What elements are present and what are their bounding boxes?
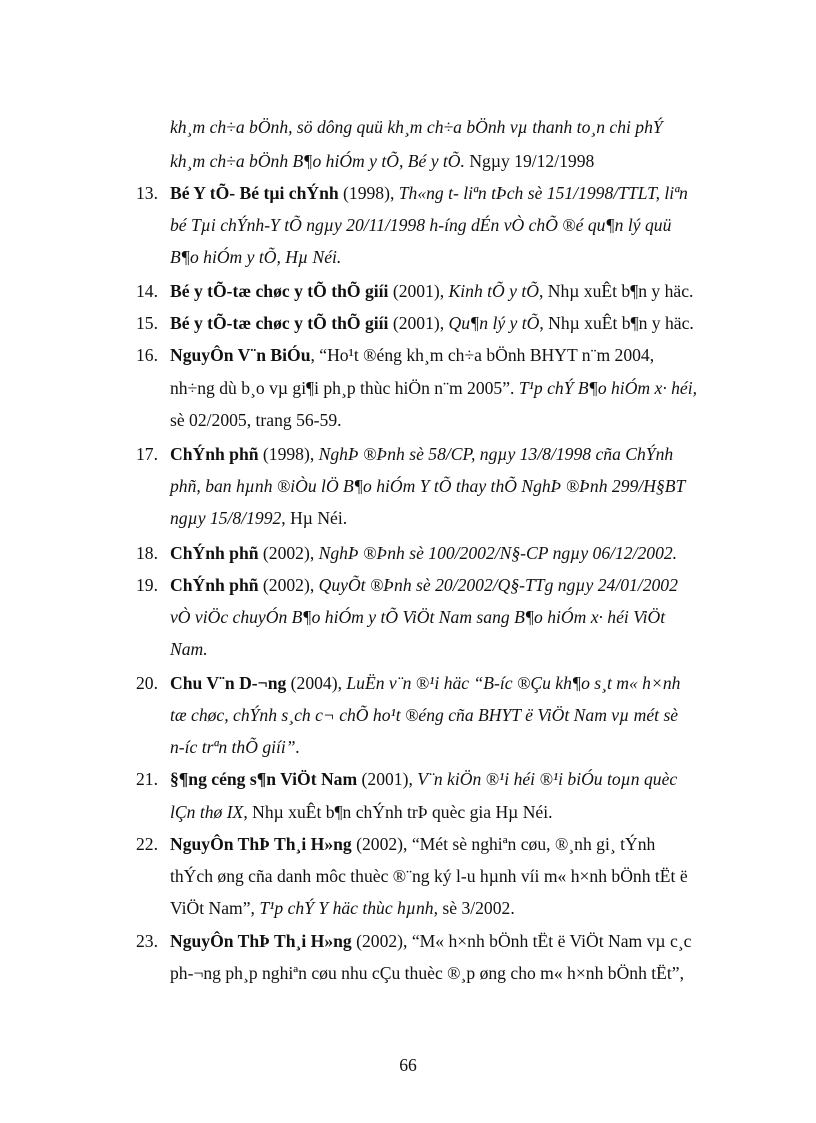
reference-text: , Hµ Néi. xyxy=(281,508,348,528)
reference-text: ViÖt Nam”, xyxy=(170,898,260,918)
reference-title: ngµy 15/8/1992 xyxy=(170,508,282,528)
reference-number: 18. xyxy=(136,543,158,563)
reference-number: 21. xyxy=(136,769,158,789)
reference-title: NghÞ ®Þnh sè 58/CP, ngµy 13/8/1998 cña ChÝnh xyxy=(318,444,674,464)
reference-text: (1998), xyxy=(338,183,399,203)
reference-text: ph-¬ng ph¸p nghiªn cøu nhu cÇu thuèc ®¸p øng cho m« h×nh bÖnh tËt”, xyxy=(170,963,684,983)
reference-number: 17. xyxy=(136,444,158,464)
reference-text: thÝch øng cña danh môc thuèc ®¨ng ký l-u hµnh víi m« h×nh bÖnh tËt ë xyxy=(170,866,688,886)
reference-number: 13. xyxy=(136,183,158,203)
reference-text: , Nhµ xuÊt b¶n chÝnh trÞ quèc gia Hµ Néi. xyxy=(243,802,553,822)
reference-author: NguyÔn ThÞ Th¸i H»ng xyxy=(170,834,352,854)
reference-line xyxy=(170,119,663,137)
reference-text: Ngµy 19/12/1998 xyxy=(464,151,595,171)
reference-title: n-íc trªn thÕ giíi”. xyxy=(170,737,300,757)
reference-author: NguyÔn ThÞ Th¸i H»ng xyxy=(170,931,352,951)
reference-author: NguyÔn V¨n BiÓu xyxy=(170,345,311,365)
reference-line xyxy=(170,965,684,983)
reference-author: ChÝnh phñ xyxy=(170,444,259,464)
reference-author: ChÝnh phñ xyxy=(170,543,259,563)
reference-title: V¨n kiÖn ®¹i héi ®¹i biÓu toµn quèc xyxy=(417,769,678,789)
reference-text: (2002), xyxy=(258,543,319,563)
reference-author: Chu V¨n D-¬ng xyxy=(170,673,287,693)
reference-number: 22. xyxy=(136,834,158,854)
reference-title: LuËn v¨n ®¹i häc “B-íc ®Çu kh¶o s¸t m« h×nh xyxy=(346,673,681,693)
reference-line xyxy=(170,771,677,789)
reference-author: Bé y tÕ-tæ chøc y tÕ thÕ giíi xyxy=(170,313,389,333)
reference-number: 16. xyxy=(136,345,158,365)
reference-line xyxy=(170,478,685,496)
reference-title: Qu¶n lý y tÕ xyxy=(448,313,540,333)
reference-title: tæ chøc, chÝnh s¸ch c¬ chÕ ho¹t ®éng cña BHYT ë ViÖt Nam vµ mét sè xyxy=(170,705,679,725)
reference-author: ChÝnh phñ xyxy=(170,575,259,595)
reference-text: , Nhµ xuÊt b¶n y häc. xyxy=(539,313,694,333)
reference-line xyxy=(170,739,300,757)
reference-number: 14. xyxy=(136,281,158,301)
reference-line xyxy=(170,446,673,464)
reference-number: 20. xyxy=(136,673,158,693)
reference-line xyxy=(170,347,654,365)
reference-title: Th«ng t- liªn tÞch sè 151/1998/TTLT, liªn xyxy=(398,183,688,203)
reference-title: Nam. xyxy=(170,639,208,659)
reference-text: (2002), “Mét sè nghiªn cøu, ®¸nh gi¸ tÝnh xyxy=(351,834,656,854)
reference-title: vÒ viÖc chuyÓn B¶o hiÓm y tÕ ViÖt Nam sang B¶o hiÓm x· héi ViÖt xyxy=(170,607,666,627)
reference-title: Kinh tÕ y tÕ xyxy=(448,281,539,301)
reference-line xyxy=(170,510,347,528)
reference-line xyxy=(170,804,553,822)
reference-line xyxy=(170,412,342,430)
reference-line xyxy=(170,315,694,333)
reference-line xyxy=(170,609,665,627)
reference-line xyxy=(170,868,688,886)
reference-line xyxy=(170,707,678,725)
reference-text: sè 02/2005, trang 56-59. xyxy=(170,410,342,430)
reference-text: (2001), xyxy=(388,281,449,301)
reference-line xyxy=(170,249,341,267)
reference-text: , “Ho¹t ®éng kh¸m ch÷a bÖnh BHYT n¨m 2004, xyxy=(310,345,655,365)
reference-number: 19. xyxy=(136,575,158,595)
reference-line xyxy=(170,933,691,951)
reference-text: (2004), xyxy=(286,673,347,693)
reference-text: (1998), xyxy=(258,444,319,464)
reference-text: nh÷ng dù b¸o vµ gi¶i ph¸p thùc hiÖn n¨m 2005”. xyxy=(170,378,519,398)
reference-title: T¹p chÝ Y häc thùc hµnh, xyxy=(259,898,438,918)
reference-text: sè 3/2002. xyxy=(438,898,515,918)
reference-title: B¶o hiÓm y tÕ, Hµ Néi. xyxy=(170,247,342,267)
reference-title: phñ, ban hµnh ®iÒu lÖ B¶o hiÓm Y tÕ thay thÕ NghÞ ®Þnh 299/H§BT xyxy=(170,476,686,496)
reference-text: , Nhµ xuÊt b¶n y häc. xyxy=(538,281,694,301)
reference-line xyxy=(170,545,677,563)
reference-line xyxy=(170,217,671,235)
reference-line xyxy=(170,283,693,301)
reference-text: (2002), “M« h×nh bÖnh tËt ë ViÖt Nam vµ c¸c xyxy=(351,931,692,951)
reference-title: kh¸m ch÷a bÖnh, sö dông quü kh¸m ch÷a bÖnh vµ thanh to¸n chi phÝ xyxy=(170,117,663,137)
reference-line xyxy=(170,900,515,918)
reference-author: Bé Y tÕ- Bé tµi chÝnh xyxy=(170,183,339,203)
reference-number: 15. xyxy=(136,313,158,333)
reference-title: kh¸m ch÷a bÖnh B¶o hiÓm y tÕ, Bé y tÕ. xyxy=(170,151,465,171)
reference-title: bé Tµi chÝnh-Y tÕ ngµy 20/11/1998 h-íng dÉn vÒ chÕ ®é qu¶n lý quü xyxy=(170,215,672,235)
page-number: 66 xyxy=(399,1055,417,1075)
reference-author: §¶ng céng s¶n ViÖt Nam xyxy=(170,769,358,789)
reference-title: lÇn thø IX xyxy=(170,802,244,822)
reference-line xyxy=(170,836,655,854)
reference-number: 23. xyxy=(136,931,158,951)
reference-title: QuyÕt ®Þnh sè 20/2002/Q§-TTg ngµy 24/01/2002 xyxy=(318,575,678,595)
reference-author: Bé y tÕ-tæ chøc y tÕ thÕ giíi xyxy=(170,281,389,301)
reference-title: T¹p chÝ B¶o hiÓm x· héi, xyxy=(518,378,698,398)
reference-line xyxy=(170,185,688,203)
reference-text: (2001), xyxy=(357,769,418,789)
reference-text: (2001), xyxy=(388,313,449,333)
reference-line xyxy=(170,577,678,595)
reference-title: NghÞ ®Þnh sè 100/2002/N§-CP ngµy 06/12/2002. xyxy=(318,543,678,563)
reference-line xyxy=(170,675,680,693)
reference-line xyxy=(170,641,208,659)
reference-line xyxy=(170,153,594,171)
reference-line xyxy=(170,380,697,398)
reference-text: (2002), xyxy=(258,575,319,595)
